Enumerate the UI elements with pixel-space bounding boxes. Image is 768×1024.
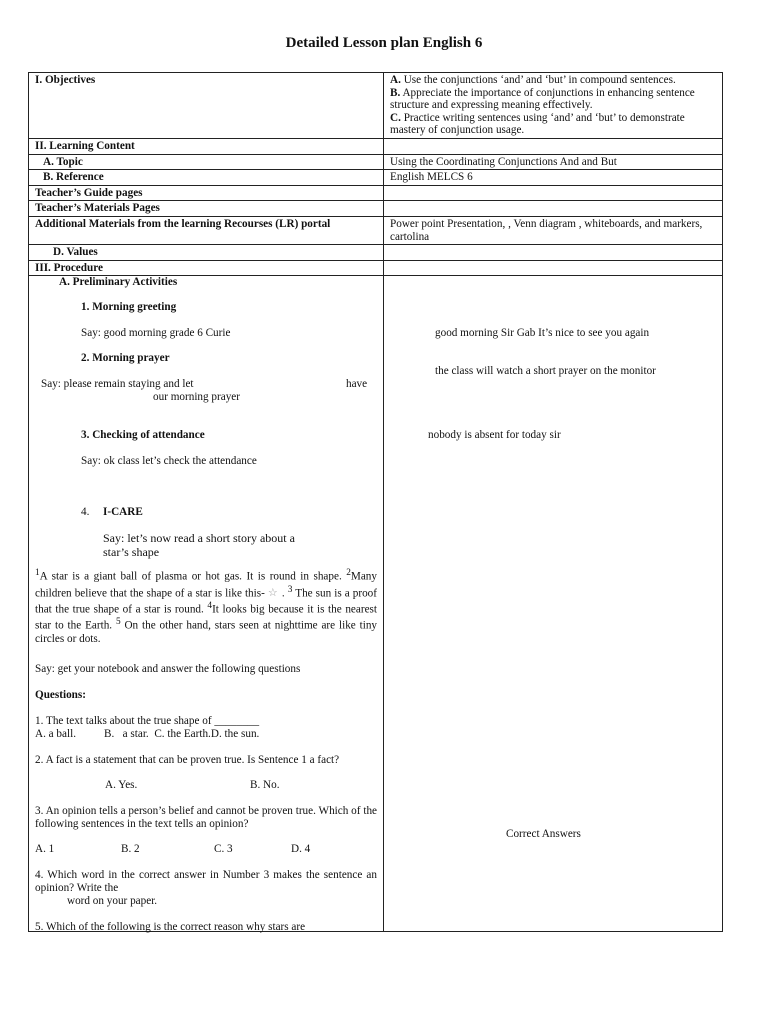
question-3-option-c: C. 3 [214, 843, 233, 856]
story-sentence-2-end: . [281, 587, 288, 600]
topic-label: A. Topic [29, 154, 384, 170]
prayer-say-3: our morning prayer [153, 391, 240, 404]
reference-row [29, 170, 723, 186]
question-1-options: A. a ball. B. a star. C. the Earth.D. the sun. [35, 728, 260, 741]
greeting-heading: 1. Morning greeting [81, 301, 177, 314]
question-2-option-a: A. Yes. [105, 779, 138, 792]
reference-value: English MELCS 6 [384, 170, 723, 186]
objective-a-text: Use the conjunctions ‘and’ and ‘but’ in compound sentences. [400, 74, 676, 86]
reference-label: B. Reference [29, 170, 384, 186]
objectives-content [384, 73, 723, 139]
objective-c-letter: C. [390, 111, 401, 124]
sentence-3-number: 3 [287, 584, 293, 595]
objectives-label: I. Objectives [29, 73, 384, 139]
question-2: 2. A fact is a statement that can be proven true. Is Sentence 1 a fact? [35, 754, 340, 767]
correct-answers: Correct Answers [506, 828, 581, 841]
question-5: 5. Which of the following is the correct reason why stars are [35, 921, 306, 934]
objective-a-letter: A. [390, 74, 401, 86]
additional-materials-label: Additional Materials from the learning Recourses (LR) portal [29, 216, 384, 244]
prayer-response: the class will watch a short prayer on the monitor [435, 365, 656, 378]
prayer-heading: 2. Morning prayer [81, 352, 170, 365]
values-label: D. Values [29, 245, 384, 261]
icare-say-2: star’s shape [103, 545, 160, 560]
procedure-teacher-cell [29, 276, 384, 932]
attendance-say: Say: ok class let’s check the attendance [81, 455, 257, 468]
page-title: Detailed Lesson plan English 6 [285, 35, 483, 51]
question-3: 3. An opinion tells a person’s belief and cannot be proven true. Which of the following sentences in the text tells an opinion? [35, 805, 377, 830]
procedure-row [29, 260, 723, 276]
story-sentence-4: It looks big because it is the nearest star to the Earth. [35, 603, 377, 633]
sentence-5-number: 5 [115, 617, 121, 628]
preliminary-heading: A. Preliminary Activities [59, 276, 178, 289]
procedure-label: III. Procedure [29, 260, 384, 276]
question-4-continued: word on your paper. [67, 895, 158, 908]
additional-materials-row [29, 216, 723, 244]
attendance-heading: 3. Checking of attendance [81, 429, 205, 442]
topic-value: Using the Coordinating Conjunctions And and But [384, 154, 723, 170]
guide-pages-label: Teacher’s Guide pages [29, 185, 384, 201]
story-sentence-5: On the other hand, stars seen at nighttime are like tiny circles or dots. [35, 620, 378, 645]
icare-heading: I-CARE [103, 506, 143, 519]
question-1: 1. The text talks about the true shape of ________ [35, 715, 260, 728]
topic-row [29, 154, 723, 170]
procedure-learner-cell [384, 276, 723, 932]
prayer-say-2: have [346, 378, 368, 391]
additional-materials-value: Power point Presentation, , Venn diagram , whiteboards, and markers, cartolina [384, 216, 723, 244]
story-paragraph [35, 567, 377, 645]
questions-heading: Questions: [35, 689, 86, 702]
values-row [29, 245, 723, 261]
icare-number: 4. [81, 506, 90, 519]
learning-content-row [29, 138, 723, 154]
question-2-option-b: B. No. [250, 779, 280, 792]
question-3-option-d: D. 4 [291, 843, 311, 856]
story-sentence-1: A star is a giant ball of plasma or hot gas. It is round in shape. [39, 571, 347, 584]
question-3-option-b: B. 2 [121, 843, 140, 856]
question-3-option-a: A. 1 [35, 843, 55, 856]
sentence-4-number: 4 [207, 600, 213, 611]
story-sentence-2: Many children believe that the shape of a star is like this- [35, 571, 377, 600]
sentence-1-number: 1 [35, 568, 40, 579]
question-4: 4. Which word in the correct answer in Number 3 makes the sentence an opinion? Write the [35, 869, 377, 894]
notebook-instruction: Say: get your notebook and answer the following questions [35, 663, 301, 676]
materials-pages-row [29, 201, 723, 217]
sentence-2-number: 2 [346, 568, 351, 579]
objective-c-text: Practice writing sentences using ‘and’ and ‘but’ to demonstrate mastery of conjunction usage. [390, 111, 685, 137]
procedure-content-row [29, 276, 723, 932]
attendance-response: nobody is absent for today sir [428, 429, 561, 442]
star-icon: ☆ [267, 587, 278, 600]
story-sentence-3: The sun is a proof that the true shape of a star is round. [35, 587, 378, 616]
materials-pages-label: Teacher’s Materials Pages [29, 201, 384, 217]
prayer-say-1: Say: please remain staying and let [41, 378, 194, 391]
lesson-plan-table [28, 72, 723, 932]
objectives-row [29, 73, 723, 139]
objective-b-text: Appreciate the importance of conjunctions in enhancing sentence structure and expressing meaning effectively. [390, 86, 695, 112]
guide-pages-row [29, 185, 723, 201]
greeting-response: good morning Sir Gab It’s nice to see you again [435, 327, 650, 340]
learning-content-label: II. Learning Content [29, 138, 384, 154]
greeting-say: Say: good morning grade 6 Curie [81, 327, 231, 340]
objective-b-letter: B. [390, 86, 401, 99]
icare-say-1: Say: let’s now read a short story about a [103, 531, 295, 546]
